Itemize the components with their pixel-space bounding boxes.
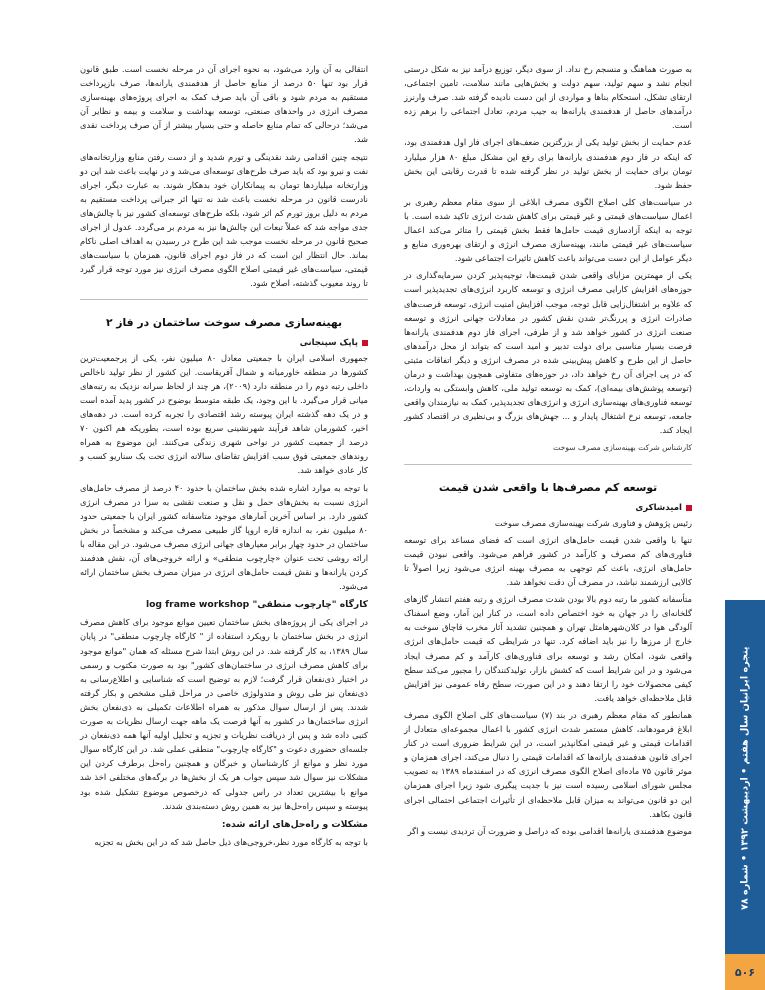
- author-name: امیدشاکری: [635, 502, 682, 513]
- right-column: [404, 62, 692, 841]
- paragraph: با توجه به موارد اشاره شده بخش ساختمان با حدود ۴۰ درصد از مصرف حامل‌های انرژی نسبت به بخش‌های حمل و نقل و صنعت نقشی به سزا در مصرف انرژی کشور دارد. بر اساس آخرین آمارهای موجود متاسفانه کشور ایران با جمعیتی حدود ۸۰ میلیون نفر، به اندازه قاره اروپا گاز طبیعی مصرف می‌کند و مشخصاً در بخش ساختمان در حدود چهار برابر معیارهای جهانی انرژی مصرف می‌شود. در این مقاله با ارائه روشی تحت عنوان «چارچوب منطقی» و ارائه خروجی‌های آن، نقش هدفمند کردن یارانه‌ها و نقش قیمت حامل‌های انرژی در میزان مصرف بخش ساختمان ارائه می‌شود.: [80, 482, 368, 592]
- section-title: بهینه‌سازی مصرف سوخت ساختمان در فاز ۲: [105, 315, 343, 329]
- running-head: پنجره ایرانیان سال هفتم • اردیبهشت ۱۳۹۲ • شماره ۷۸: [739, 646, 751, 910]
- bullet-square-icon: [362, 340, 368, 346]
- author-line: [80, 336, 368, 350]
- author-affiliation: رئیس پژوهش و فناوری شرکت بهینه‌سازی مصرف سوخت: [494, 517, 692, 528]
- section-divider: [404, 464, 692, 465]
- section-divider: [80, 299, 368, 300]
- section-title: توسعه کم مصرف‌ها با واقعی شدن قیمت: [438, 480, 658, 494]
- paragraph: در سیاست‌های کلی اصلاح الگوی مصرف ابلاغی از سوی مقام معظم رهبری بر اعمال سیاست‌های قیمتی و غیر قیمتی برای کاهش شدت انرژی تاکید شده است. با توجه به اینکه آزادسازی قیمت حامل‌ها فقط بخش قیمتی را متاثر می‌کند اعمال سیاست‌های غیر قیمتی مانند، بهینه‌سازی مصرف انرژی و ارتقای بهره‌وری منابع و دیگر عوامل از این دست می‌تواند باعث کاهش تاثیرات اجتماعی شود.: [404, 196, 692, 264]
- paragraph: یکی از مهمترین مزایای واقعی شدن قیمت‌ها، توجیه‌پذیر کردن سرمایه‌گذاری در حوزه‌های افزایش کارایی مصرف انرژی و توسعه کاربرد انرژی‌های تجدیدپذیر است که علاوه بر اشتغال‌زایی قابل توجه، موجب افزایش امنیت انرژی، توسعه فرصت‌های صادرات انرژی و پررنگ‌تر شدن نقش کشور در معادلات جهانی انرژی و توسعه صنعت انرژی در کشور خواهد شد و از طرفی، اجرای فاز دوم هدفمندی یارانه‌ها فرصت بسیار مناسبی برای دولت تدبیر و امید است که بتواند از محل درآمدهای حاصل از این طرح و کاهش پیش‌بینی شده در مصرف انرژی و دیگر اتفاقات مثبتی که در پی اجرای آن رخ خواهد داد، در حوزه‌های متفاوتی همچون بهداشت و درمان (توسعه پوشش‌های بیمه‌ای)، کمک به توسعه تولید ملی، کاهش وابستگی به واردات، توسعه فناوری‌های بهینه‌سازی انرژی و انرژی‌های تجدیدپذیر، کمک به نیازمندان واقعی جامعه، توسعه نرخ اشتغال پایدار و ... جهش‌های بزرگ و بی‌نظیری در اقتصاد کشور ایجاد کند.: [404, 270, 692, 436]
- paragraph: همانطور که مقام معظم رهبری در بند (۷) سیاست‌های کلی اصلاح الگوی مصرف ابلاغ فرمودهاند، کاهش مستمر شدت انرژی کشور با اعمال مجموعه‌ای متعادل از اقدامات قیمتی و غیر قیمتی امکانپذیر است، در این شرایط ضروری است در کنار اجرای قانون هدفمندی یارانه‌ها که اقدامات قیمتی را دنبال می‌کند، اجرای همزمان و موثر قانون ۷۵ ماده‌ای اصلاح الگوی مصرف انرژی که در اسفندماه ۱۳۸۹ به تصویب مجلس شورای اسلامی رسیده است نیز با جدیت پیگیری شود زیرا اجرای همزمان این دو قانون می‌تواند به میزان قابل ملاحظه‌ای از تأثیرات اجتماعی احتمالی اجرای قانون بکاهد.: [404, 709, 693, 819]
- author-line: [404, 501, 692, 515]
- author-caption: کارشناس شرکت بهینه‌سازی مصرف سوخت: [553, 443, 692, 453]
- page-number: ۵۰۶: [725, 954, 765, 990]
- paragraph: عدم حمایت از بخش تولید یکی از بزرگترین ضعف‌های اجرای فاز اول هدفمندی بود، که اینکه در فاز دوم هدفمندی یارانه‌ها برای رفع این مشکل مبلغ ۸۰ هزار میلیارد تومان برای حمایت از بخش تولید در نظر گرفته شده تا قدرت رقابتی این بخش حفظ شود.: [404, 137, 692, 190]
- paragraph: موضوع هدفمندی یارانه‌ها اقدامی بوده که دراصل و ضرورت آن تردیدی نیست و اگر: [407, 825, 692, 836]
- paragraph: به صورت هماهنگ و منسجم رخ نداد. از سوی دیگر، توزیع درآمد نیز به شکل درستی انجام نشد و سهم تولید، سهم دولت و بخش‌هایی مانند سلامت، تامین اجتماعی، ارتقای تشکل، استحکام بناها و مواردی از این دست نادیده گرفته شد. صرف وارنرز درآمدهای حاصل از هدفمندی یارانه‌ها به جیب مردم، تعادل اجتماعی را برهم زده است.: [404, 64, 692, 131]
- paragraph: با توجه به کارگاه مورد نظر،خروجی‌های ذیل حاصل شد که در این بخش به تجزیه: [94, 836, 368, 847]
- bullet-square-icon: [686, 505, 692, 511]
- paragraph: نتیجه چنین اقدامی رشد نقدینگی و تورم شدید و از دست رفتن منابع وزارتخانه‌های نفت و نیرو بود که باید صرف طرح‌های توسعه‌ای می‌شد و در نهایت باعث شد این دو وزارتخانه میلیاردها تومان به پیمانکاران خود بدهکار شوند. به عبارت دیگر، اجرای نادرست قانون در مرحله نخست باعث شد نه تنها اثر جبرانی پرداخت مستقیم به مردم به دلیل بروز تورم کم اثر شود، بلکه طرح‌های توسعه‌ای کشور نیز با چالش‌های جدی مواجه شد که عملاً تبعات این چالش‌ها نیز به مردم بر می‌گردد. عدول از اجرای صحیح قانون در مرحله نخست موجب شد این طرح در رسیدن به اهداف اصلی ناکام بماند. حال انتظار این است که در فاز دوم اجرای قانون، همزمان با سیاست‌های قیمتی، سیاست‌های غیر قیمتی اصلاح الگوی مصرف انرژی نیز مورد توجه قرار گیرد تا روند معیوب گذشته، اصلاح شود.: [80, 151, 368, 289]
- paragraph: در اجرای یکی از پروژه‌های بخش ساختمان تعیین موانع موجود برای کاهش مصرف انرژی در بخش ساختمان با رویکرد استفاده از " کارگاه چارچوب منطقی" در پایان سال ۱۳۸۹، به کار گرفته شد. در این روش ابتدا شرح مسئله که همان "موانع موجود برای کاهش مصرف انرژی در ساختمان‌های کشور" بود به صورت مکتوب و رسمی در اختیار ذی‌نفعان قرار گرفت؛ لازم به توضیح است که شناسایی و اطلاع‌رسانی به ذی‌نفعان نیز طی روش و متدولوژی خاصی در مراحل قبلی مشخص و بکار گرفته شدند. پس از ارسال سوال مذکور به همراه اطلاعات تکمیلی به ذی‌نفعان بخش انرژی ساختمان‌ها در کشور به آنها فرصت یک ماهه جهت ارسال نظریات به صورت کتبی داده شد و پس از دریافت نظریات و تجزیه و تحلیل اولیه آنها همه ذی‌نفعان در جلسه‌ای حضوری دعوت و "کارگاه چارچوب" منطقی عملی شد. در این کارگاه سوال مورد نظر و موانع از کارشناسان و خبرگان و همچنین راه‌حل برطرف کردن این مشکلات نیز سوال شد سپس جواب هر یک از بخش‌ها در برگه‌های مختلفی اخذ شد موانع با بیشترین تعداد در راس جدولی که درخصوص موضوع تشکیل شده بود پیوسته و سپس راه‌حل‌ها نیز به همین روش دسته‌بندی شدند.: [80, 617, 368, 811]
- left-column: [80, 62, 368, 852]
- paragraph: جمهوری اسلامی ایران با جمعیتی معادل ۸۰ میلیون نفر، یکی از پرجمعیت‌ترین کشورها در منطقه خاورمیانه و شمال آفریقاست. این کشور از نظر تولید ناخالص داخلی رتبه دوم را در منطقه دارد (۲۰۰۹)، هر چند از لحاظ سرانه نزدیک به رتبه‌های میانی قرار می‌گیرد. با این وجود، یک طبقه متوسط بوضوح در کشور پدید آمده است و در یک دهه گذشته ایران پیوسته رشد اقتصادی را تجربه کرده است. در دهه‌های اخیر، کشورمان شاهد فرآیند شهرنشینی سریع بوده است، بطوریکه هم اکنون ۷۰ درصد از جمعیت کشور در نواحی شهری زندگی می‌کنند. این موضوع به همراه روندهای جمعیتی فوق سبب افزایش تقاضای سالانه انرژی تحت یک سناریو کسب و کار عادی خواهد شد.: [80, 352, 368, 476]
- paragraph: تنها با واقعی شدن قیمت حامل‌های انرژی است که فضای مساعد برای توسعه فناوری‌های کم مصرف و کارآمد در کشور فراهم می‌شود. واقعی نبودن قیمت حامل‌های انرژی، باعث کم توجهی به مصرف بهینه انرژی می‌شود زیرا اصولاً تا کالایی ارزشمند نباشد، در مصرف آن دقت نخواهد شد.: [404, 534, 692, 588]
- author-name: پاپک سپنجانی: [299, 337, 358, 348]
- subsection-title: مشکلات و راه‌حل‌های ارائه شده:: [221, 818, 368, 830]
- paragraph: انتقالی به آن وارد می‌شود، به نحوه اجرای آن در مرحله نخست است. طبق قانون قرار بود تنها ۵۰ درصد از منابع حاصل از هدفمندی یارانه‌ها، صرف بازپرداخت مستقیم به مردم شود و باقی آن باید صرف کمک به اجرای پروژه‌های بهینه‌سازی مصرف انرژی در واحدهای صنعتی، توسعه بهداشت و سلامت و بیمه و نظایر آن می‌شد؛ درحالی که تمام منابع حاصله و حتی بسیار بیشتر از آن صرف پرداخت نقدی شد.: [80, 64, 368, 145]
- side-band: [725, 0, 765, 990]
- subsection-title: کارگاه "چارچوب منطقی" log frame workshop: [145, 599, 368, 611]
- paragraph: متأسفانه کشور ما رتبه دوم بالا بودن شدت مصرف انرژی و رتبه هفتم انتشار گازهای گلخانه‌ای را در جهان به خود اختصاص داده است، در کنار این آمار، وضع اسفناک آلودگی هوا در کلان‌شهرها‌مثل تهران و همچنین تشدید آثار مخرب قاچاق سوخت به خارج از مرزها را نیز باید اضافه کرد. تنها در شرایطی که قیمت حامل‌های انرژی واقعی شود، امکان رشد و توسعه برای فناوری‌های کارآمد و کم مصرف ایجاد می‌شود و در این شرایط است که کشش بازار، تولیدکنندگان را مجبور می‌کند سطح کیفی محصولات خود را ارتقا دهند و در این صورت، سطح رفاه عمومی نیز افزایش قابل ملاحظه‌ای خواهد یافت.: [404, 594, 692, 703]
